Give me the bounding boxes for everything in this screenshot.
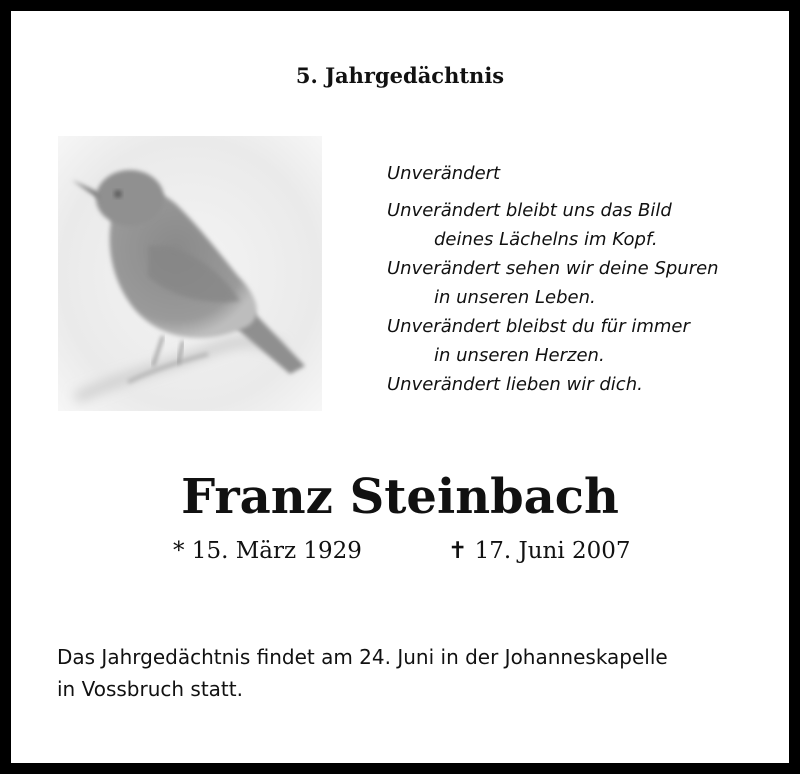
announcement-line: Das Jahrgedächtnis findet am 24. Juni in der Johanneskapelle xyxy=(57,645,668,669)
poem xyxy=(387,159,777,399)
poem-line: in unseren Leben. xyxy=(434,287,596,308)
poem-line: deines Lächelns im Kopf. xyxy=(434,229,658,250)
poem-line: Unverändert lieben wir dich. xyxy=(387,374,643,395)
death-date: ✝ 17. Juni 2007 xyxy=(448,538,631,564)
memorial-announcement xyxy=(57,641,777,705)
poem-line: Unverändert bleibt uns das Bild xyxy=(387,200,672,221)
poem-line: Unverändert sehen wir deine Spuren xyxy=(387,258,719,279)
blackbird-image xyxy=(58,136,322,411)
deceased-name: Franz Steinbach xyxy=(181,469,619,525)
poem-title: Unverändert xyxy=(387,163,501,184)
bird-photo xyxy=(58,136,322,411)
notice-heading: 5. Jahrgedächtnis xyxy=(295,63,505,88)
poem-line: in unseren Herzen. xyxy=(434,345,605,366)
birth-date: * 15. März 1929 xyxy=(173,538,362,564)
announcement-line: in Vossbruch statt. xyxy=(57,677,243,701)
poem-line: Unverändert bleibst du für immer xyxy=(387,316,690,337)
